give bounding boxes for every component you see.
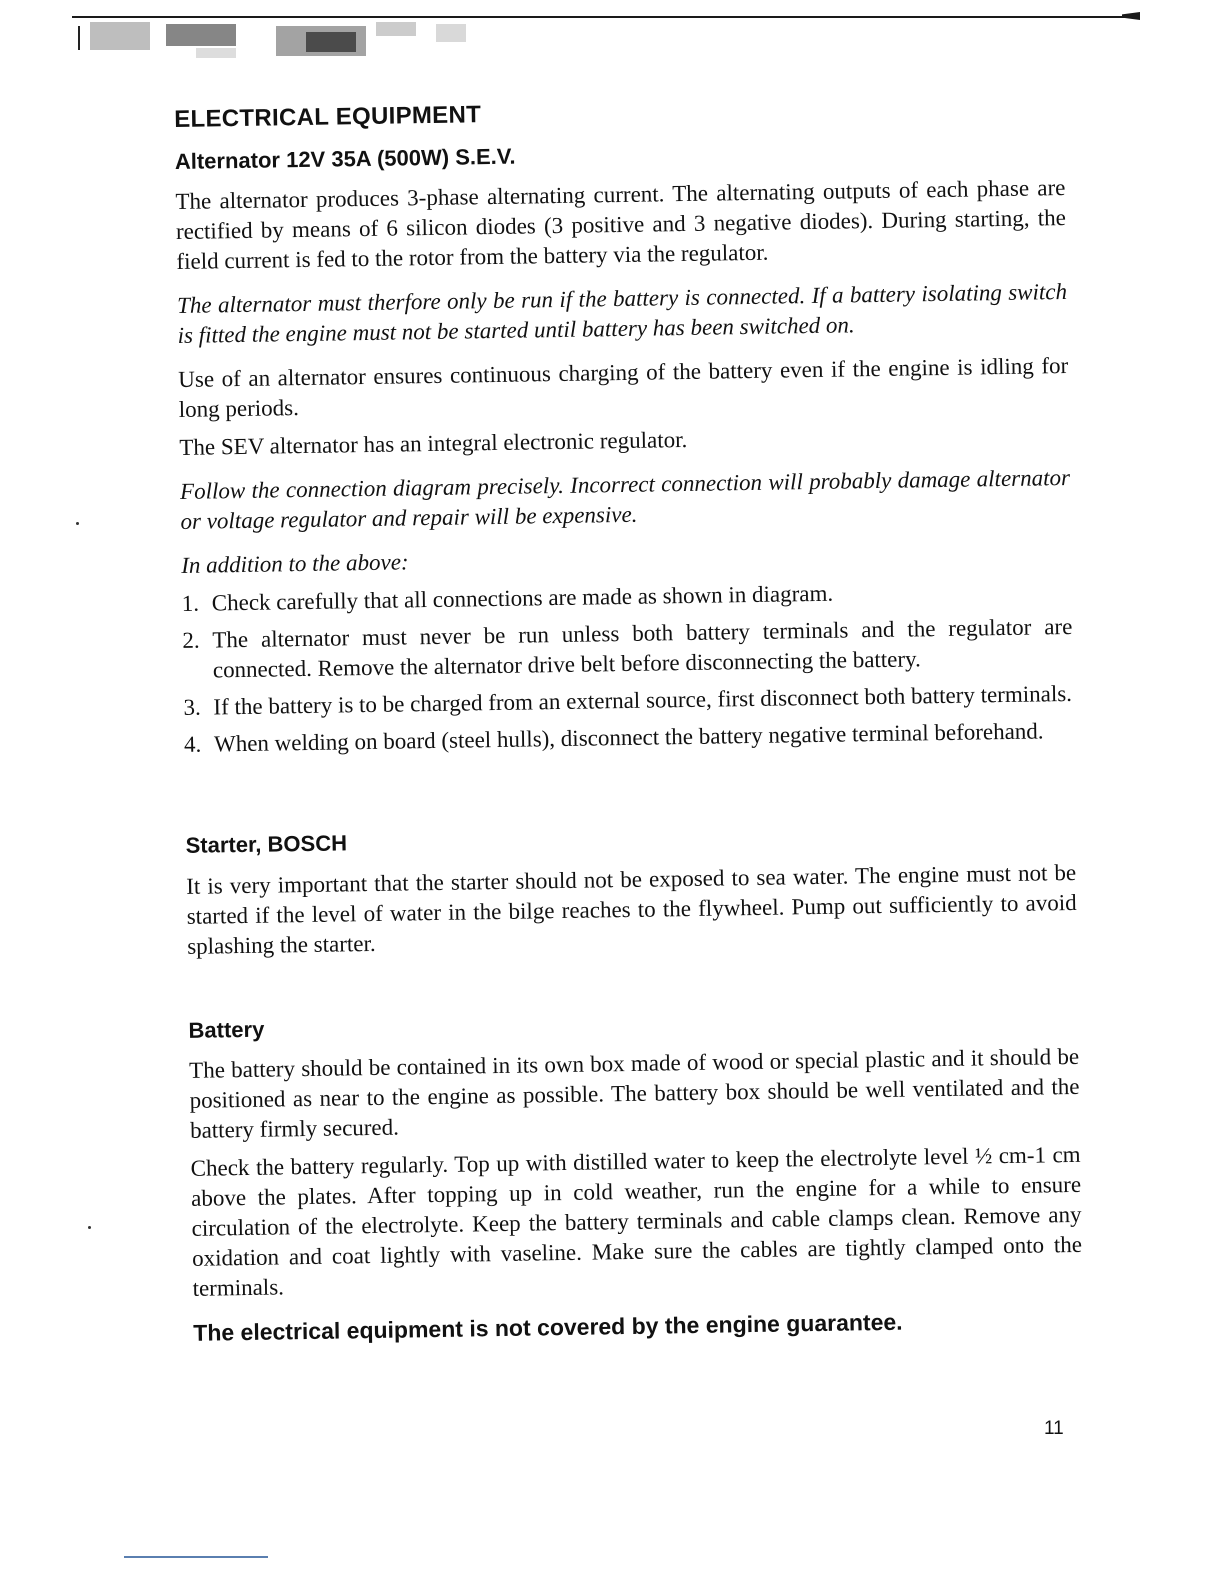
top-rule-end-mark [1122, 12, 1140, 20]
page-number: 11 [1044, 1418, 1064, 1439]
alternator-checklist [182, 575, 1075, 760]
starter-description: It is very important that the starter should not be exposed to sea water. The engine must not be started if the level of water in the bilge reaches to the flywheel. Pump out sufficiently to avoid splashing the starter. [186, 859, 1077, 959]
list-item-number: 4. [183, 731, 202, 758]
guarantee-notice: The electrical equipment is not covered by the engine guarantee. [193, 1308, 903, 1346]
battery-storage-note: The battery should be contained in its own box made of wood or special plastic and it should be positioned as near to the engine as possible. The battery box should be well ventilated and the battery firmly secured. [188, 1043, 1080, 1143]
list-item-text: When welding on board (steel hulls), disconnect the battery negative terminal beforehand. [213, 718, 1044, 757]
alternator-warning: The alternator must therfore only be run if the battery is connected. If a battery isolating switch is fitted the engine must not be started until battery has been switched on. [176, 279, 1068, 349]
connection-warning: Follow the connection diagram precisely. Incorrect connection will probably damage alternator or voltage regulator and repair will be expensive. [179, 465, 1071, 535]
section-heading: ELECTRICAL EQUIPMENT [174, 101, 482, 133]
bottom-scan-line [124, 1556, 268, 1558]
scan-noise-artifact [76, 18, 496, 72]
list-item [182, 612, 1073, 686]
scan-speck [88, 1226, 91, 1229]
list-item-text: Check carefully that all connections are made as shown in diagram. [211, 580, 834, 616]
list-item-number: 3. [183, 694, 201, 721]
starter-heading: Starter, BOSCH [185, 830, 348, 859]
list-item [184, 716, 1074, 760]
alternator-regulator-note: The SEV alternator has an integral electronic regulator. [179, 427, 688, 461]
page-content [174, 92, 1083, 1347]
addition-intro: In addition to the above: [181, 549, 409, 579]
battery-heading: Battery [188, 1016, 265, 1043]
list-item-text: The alternator must never be run unless both battery terminals and the regulator are connected. Remove the alternator drive belt before disconnecting the battery. [212, 614, 1073, 683]
alternator-description: The alternator produces 3-phase alternating current. The alternating outputs of each phase are rectified by means of 6 silicon diodes (3 positive and 3 negative diodes). During starting, the field current is fed to the rotor from the battery via the regulator. [175, 175, 1067, 275]
scan-speck [76, 522, 79, 525]
battery-maintenance-note: Check the battery regularly. Top up with distilled water to keep the electrolyte level ½ cm-1 cm above the plates. After topping up in cold weather, run the engine for a while to ensure circulation of the electrolyte. Keep the battery terminals and cable clamps clean. Remove any oxidation and coat lightly with vaseline. Make sure the cables are tightly clamped onto the terminals. [190, 1141, 1083, 1301]
list-item [182, 575, 1072, 619]
list-item-number: 1. [181, 590, 200, 617]
alternator-charging-note: Use of an alternator ensures continuous charging of the battery even if the engine is idling for long periods. [178, 353, 1069, 423]
list-item [183, 679, 1073, 723]
list-item-number: 2. [182, 627, 200, 654]
alternator-heading: Alternator 12V 35A (500W) S.E.V. [174, 143, 516, 174]
list-item-text: If the battery is to be charged from an external source, first disconnect both battery terminals. [213, 681, 1073, 720]
